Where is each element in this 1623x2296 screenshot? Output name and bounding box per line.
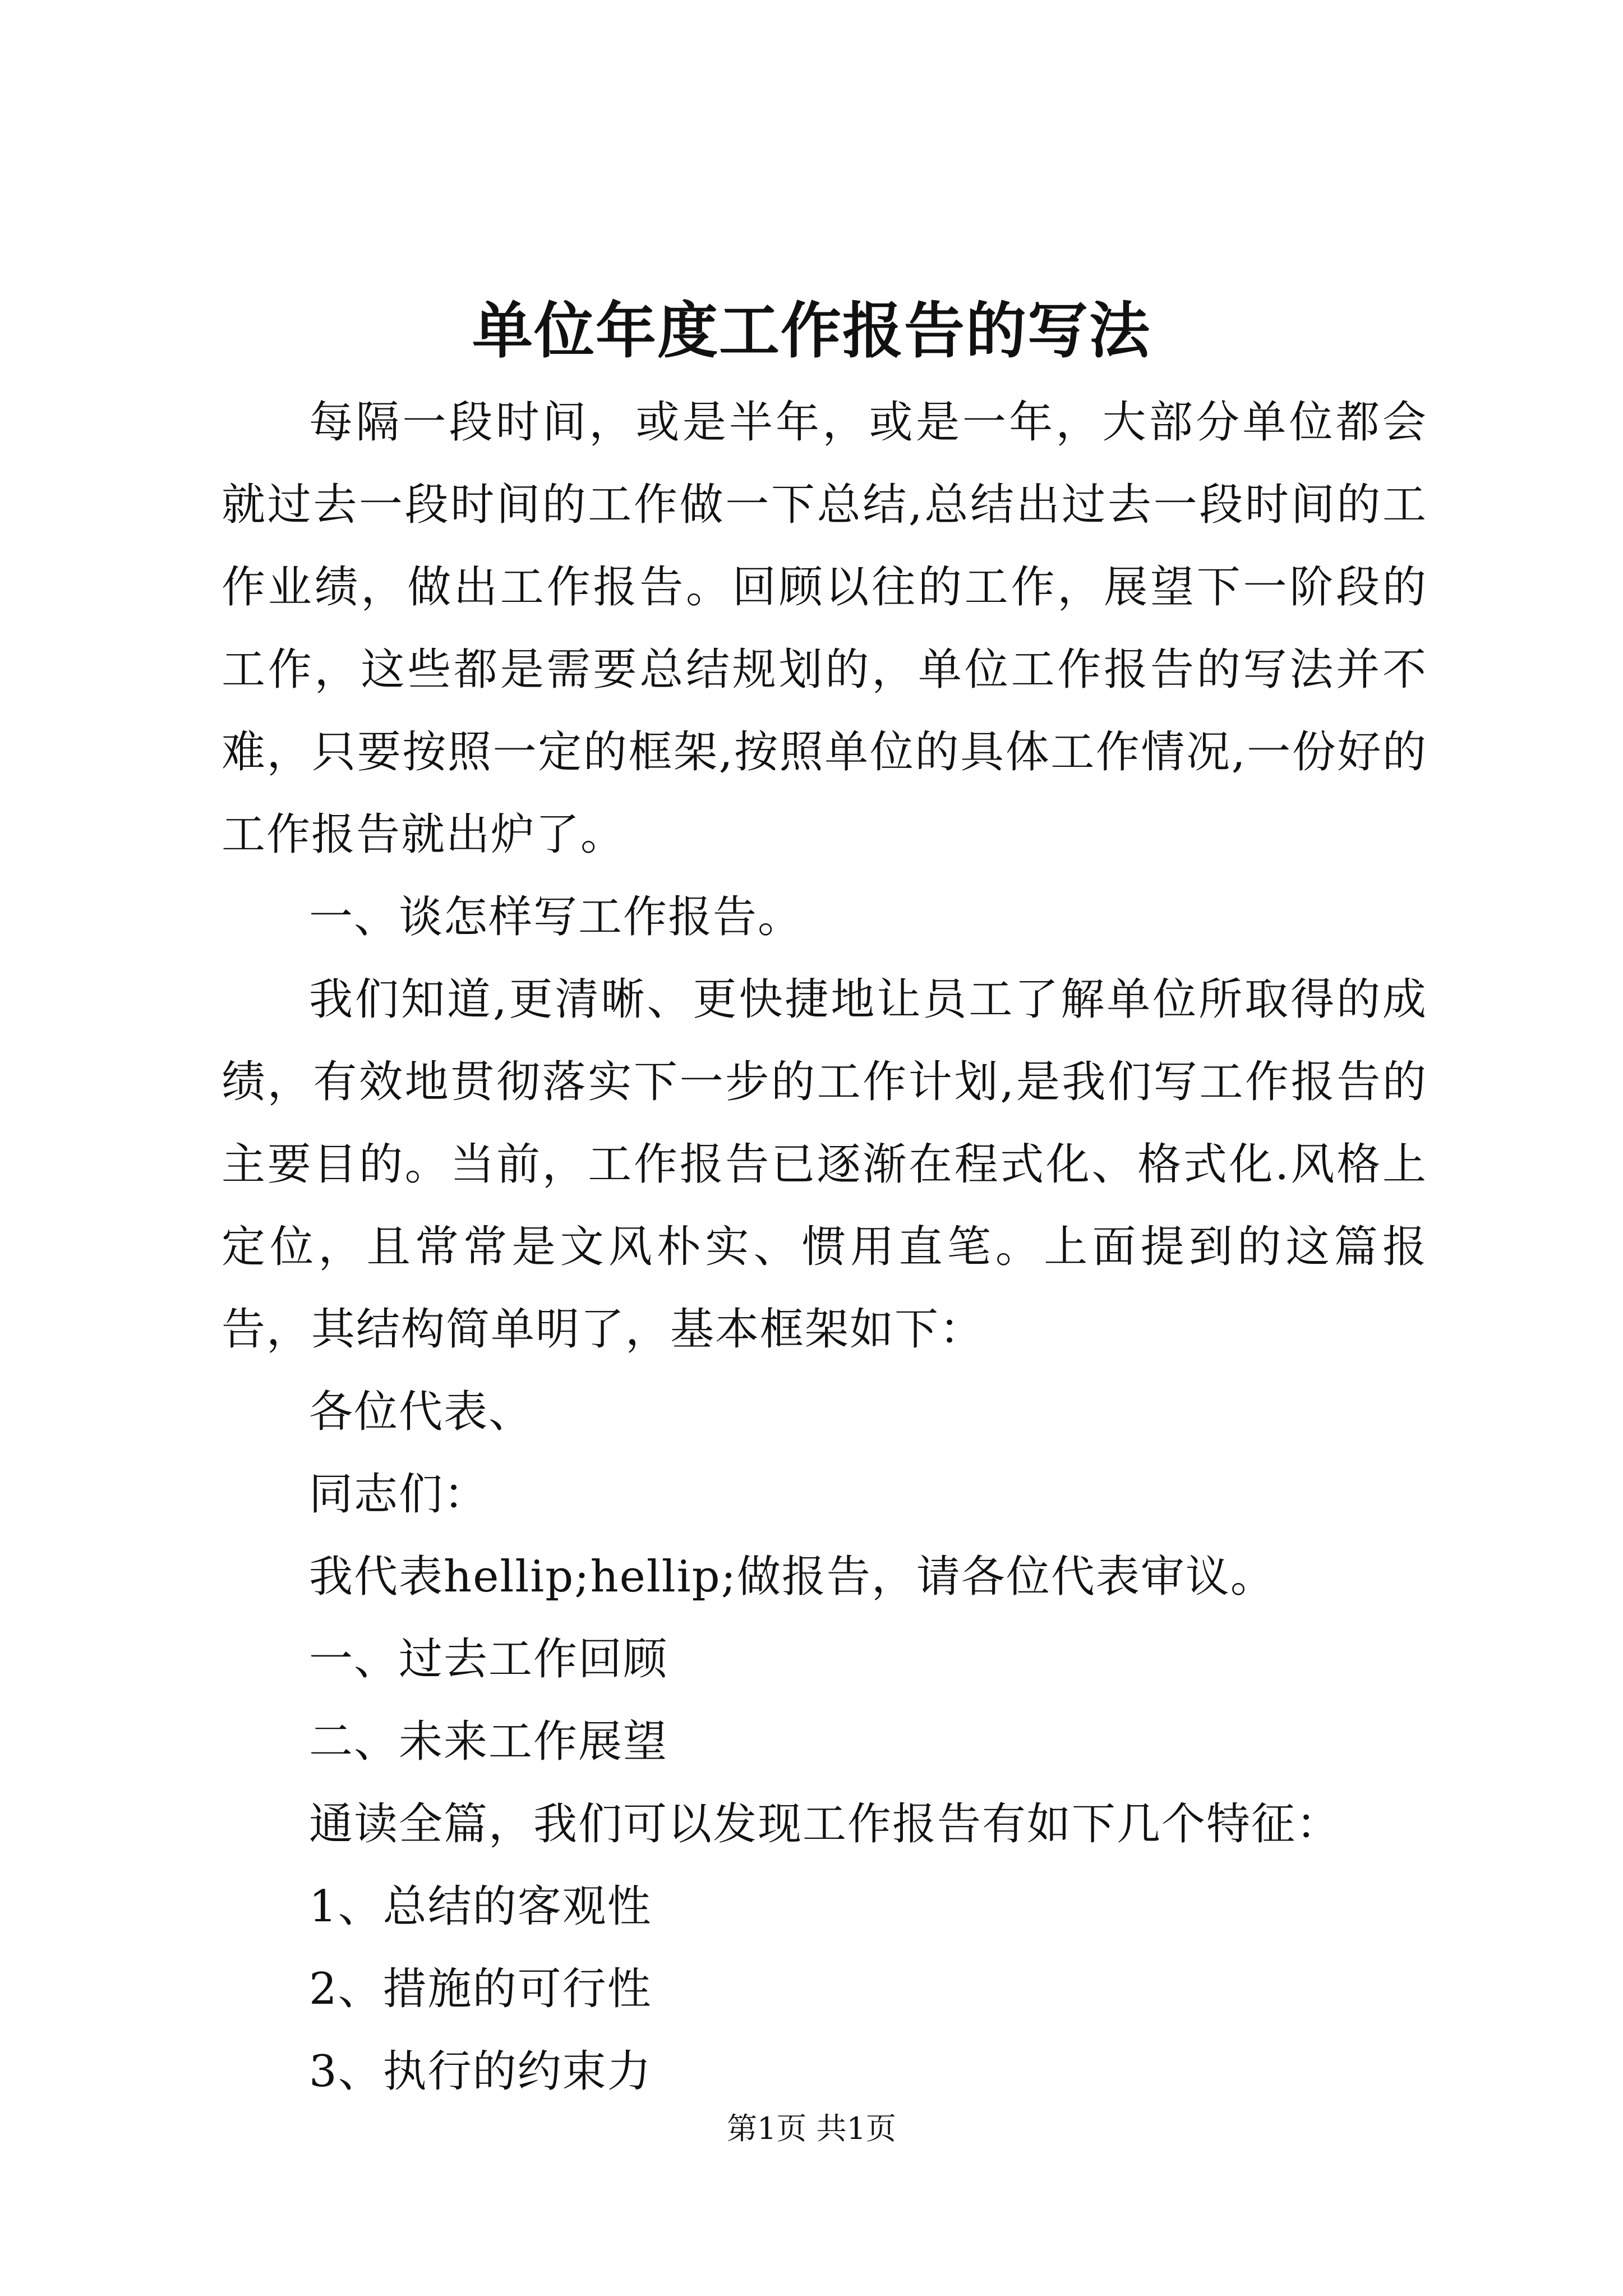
framework-line-comrades: 同志们： [309,1469,489,1520]
framework-line-report: 我代表hellip;hellip;做报告，请各位代表审议。 [309,1552,1275,1602]
paragraph-purpose: 我们知道,更清晰、更快捷地让员工了解单位所取得的成绩，有效地贯彻落实下一步的工作计划,是我们写工作报告的主要目的。当前，工作报告已逐渐在程式化、格式化.风格上定位，且常常是文风朴实、惯用直笔。上面提到的这篇报告，其结构简单明了，基本框架如下： [222,974,1427,1355]
framework-line-greeting: 各位代表、 [309,1387,534,1437]
document-body [222,381,1427,2113]
feature-item-1: 1、总结的客观性 [309,1881,652,1932]
section-heading-how-to-write: 一、谈怎样写工作报告。 [309,892,803,942]
paragraph-features-intro: 通读全篇，我们可以发现工作报告有如下几个特征： [309,1799,1341,1849]
feature-item-3: 3、执行的约束力 [309,2046,652,2097]
framework-item-review: 一、过去工作回顾 [309,1634,668,1685]
framework-item-outlook: 二、未来工作展望 [309,1717,668,1767]
paragraph-intro: 每隔一段时间，或是半年，或是一年，大部分单位都会就过去一段时间的工作做一下总结,总结出过去一段时间的工作业绩，做出工作报告。回顾以往的工作，展望下一阶段的工作，这些都是需要总结规划的，单位工作报告的写法并不难，只要按照一定的框架,按照单位的具体工作情况,一份好的工作报告就出炉了。 [222,397,1427,860]
feature-item-2: 2、措施的可行性 [309,1964,652,2014]
document-title: 单位年度工作报告的写法 [472,296,1151,366]
page-footer: 第1页 共1页 [727,2111,896,2146]
